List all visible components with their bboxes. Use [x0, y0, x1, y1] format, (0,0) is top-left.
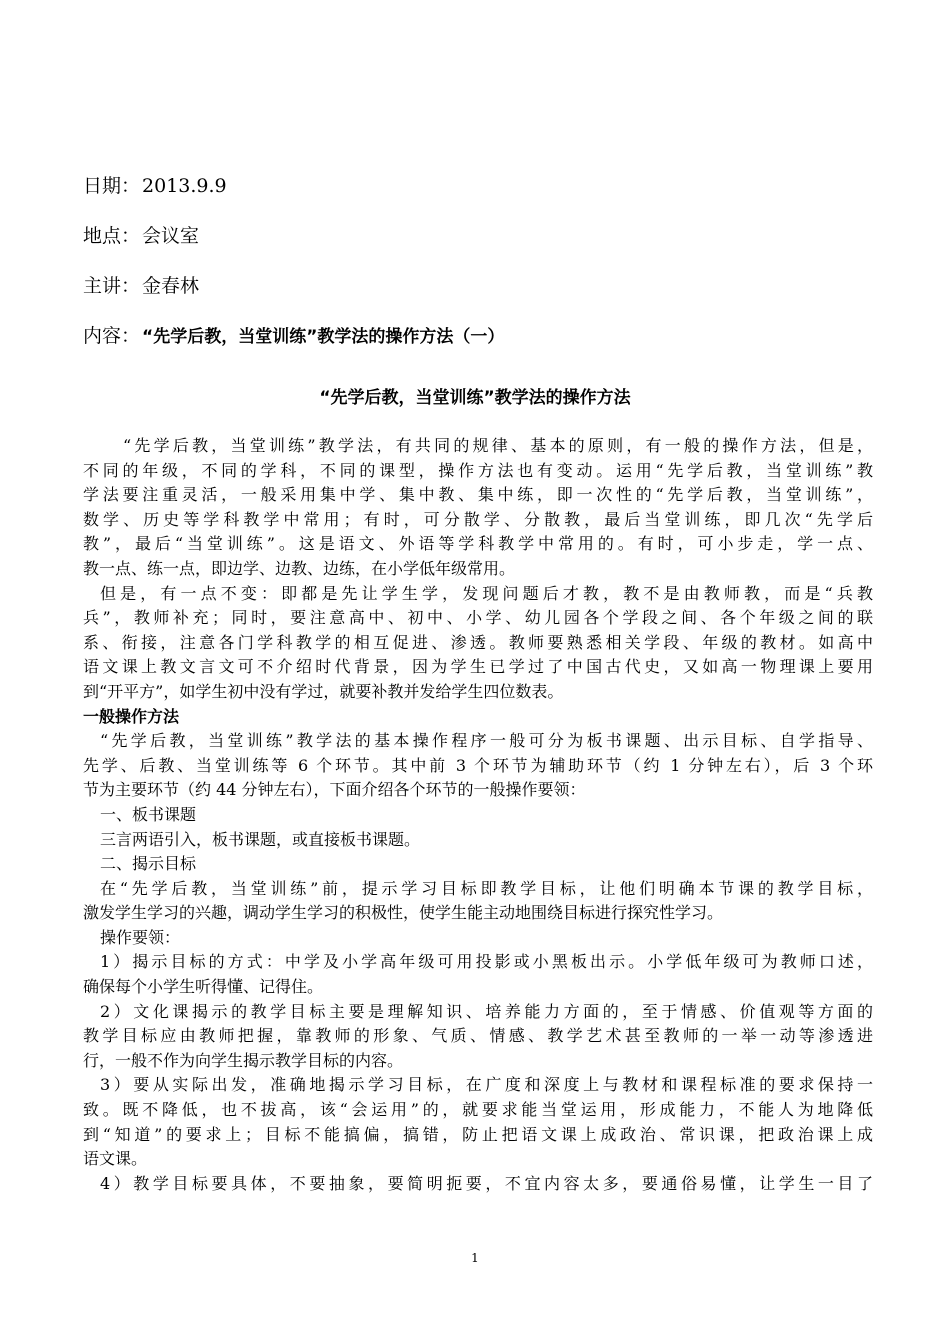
point-1 [83, 950, 883, 999]
paragraph-2 [83, 582, 883, 705]
speaker-line [83, 274, 199, 298]
text-line: 节为主要环节（约 44 分钟左右），下面介绍各个环节的一般操作要领： [83, 780, 586, 800]
speaker-label: 主讲： [83, 275, 141, 297]
text-line: 兵”，教师补充；同时，要注意高中、初中、小学、幼儿园各个学段之间、各个年级之间的联 [83, 608, 873, 628]
document-body [83, 434, 883, 1196]
point-2 [83, 1000, 883, 1074]
paragraph-4 [83, 877, 883, 926]
date-label: 日期： [83, 175, 141, 197]
place-line [83, 224, 199, 248]
text-line: 不同的年级，不同的学科，不同的课型，操作方法也有变动。运用“先学后教，当堂训练”教 [83, 460, 873, 480]
text-line: 激发学生学习的兴趣，调动学生学习的积极性，使学生能主动地围绕目标进行探究性学习。 [83, 903, 724, 923]
text-line: 数学、历史等学科教学中常用；有时，可分散学、分散教，最后当堂训练，即几次“先学后 [83, 509, 873, 529]
text-line: 致。既不降低，也不拔高，该“会运用”的，就要求能当堂运用，形成能力，不能人为地降低 [83, 1100, 873, 1120]
place-label: 地点： [83, 225, 141, 247]
text-line: 教”，最后“当堂训练”。这是语文、外语等学科教学中常用的。有时，可小步走，学一点、 [83, 534, 873, 554]
content-line [83, 324, 504, 349]
subsection-text-1: 三言两语引入，板书课题，或直接板书课题。 [100, 829, 421, 849]
content-value: “先学后教，当堂训练”教学法的操作方法（一） [142, 327, 505, 347]
subsection-title-1: 一、板书课题 [100, 804, 197, 824]
text-line: 到“开平方”，如学生初中没有学过，就要补教并发给学生四位数表。 [83, 681, 564, 701]
points-label: 操作要领： [100, 927, 181, 947]
text-line: 到“知道”的要求上；目标不能搞偏，搞错，防止把语文课上成政治、常识课，把政治课上成 [83, 1124, 873, 1144]
date-value: 2013.9.9 [142, 175, 227, 197]
date-line [83, 174, 227, 198]
text-line: 教一点、练一点，即边学、边教、边练，在小学低年级常用。 [83, 558, 516, 578]
point-4 [83, 1172, 883, 1197]
content-label: 内容： [83, 325, 141, 347]
text-line: 系、衔接，注意各门学科教学的相互促进、渗透。教师要熟悉相关学段、年级的教材。如高中 [83, 632, 873, 652]
text-line: 先学、后教、当堂训练等 6 个环节。其中前 3 个环节为辅助环节（约 1 分钟左右），后 3 个环 [83, 755, 873, 775]
text-line: “先学后教，当堂训练”教学法的基本操作程序一般可分为板书课题、出示目标、自学指导、 [100, 731, 873, 751]
text-line: 教学目标应由教师把握，靠教师的形象、气质、情感、教学艺术甚至教师的一举一动等渗透进 [83, 1026, 873, 1046]
speaker-value: 金春林 [142, 275, 200, 297]
text-line: 确保每个小学生听得懂、记得住。 [83, 977, 324, 997]
point-3 [83, 1073, 883, 1171]
page-number: 1 [471, 1251, 479, 1265]
text-line: 学法要注重灵活，一般采用集中学、集中教、集中练，即一次性的“先学后教，当堂训练”， [83, 485, 873, 505]
text-line: 4）教学目标要具体，不要抽象，要简明扼要，不宜内容太多，要通俗易懂，让学生一目了 [100, 1173, 873, 1193]
text-line: 1）揭示目标的方式：中学及小学高年级可用投影或小黑板出示。小学低年级可为教师口述， [100, 952, 873, 972]
text-line: 行，一般不作为向学生揭示教学目标的内容。 [83, 1050, 404, 1070]
place-value: 会议室 [142, 225, 200, 247]
paragraph-3 [83, 729, 883, 803]
text-line: 语文课。 [83, 1149, 148, 1169]
text-line: “先学后教，当堂训练”教学法，有共同的规律、基本的原则，有一般的操作方法，但是， [123, 436, 873, 455]
text-line: 但是，有一点不变：即都是先让学生学，发现问题后才教，教不是由教师教，而是“兵教 [100, 583, 873, 603]
subsection-title-2: 二、揭示目标 [100, 854, 197, 874]
document-title: “先学后教，当堂训练”教学法的操作方法 [319, 388, 631, 408]
paragraph-1 [83, 434, 883, 582]
text-line: 2）文化课揭示的教学目标主要是理解知识、培养能力方面的，至于情感、价值观等方面的 [100, 1001, 873, 1021]
section-heading: 一般操作方法 [83, 706, 180, 726]
text-line: 在“先学后教，当堂训练”前，提示学习目标即教学目标，让他们明确本节课的教学目标， [100, 878, 873, 898]
text-line: 3）要从实际出发，准确地揭示学习目标，在广度和深度上与教材和课程标准的要求保持一 [100, 1075, 873, 1095]
text-line: 语文课上教文言文可不介绍时代背景，因为学生已学过了中国古代史，又如高一物理课上要用 [83, 657, 873, 677]
